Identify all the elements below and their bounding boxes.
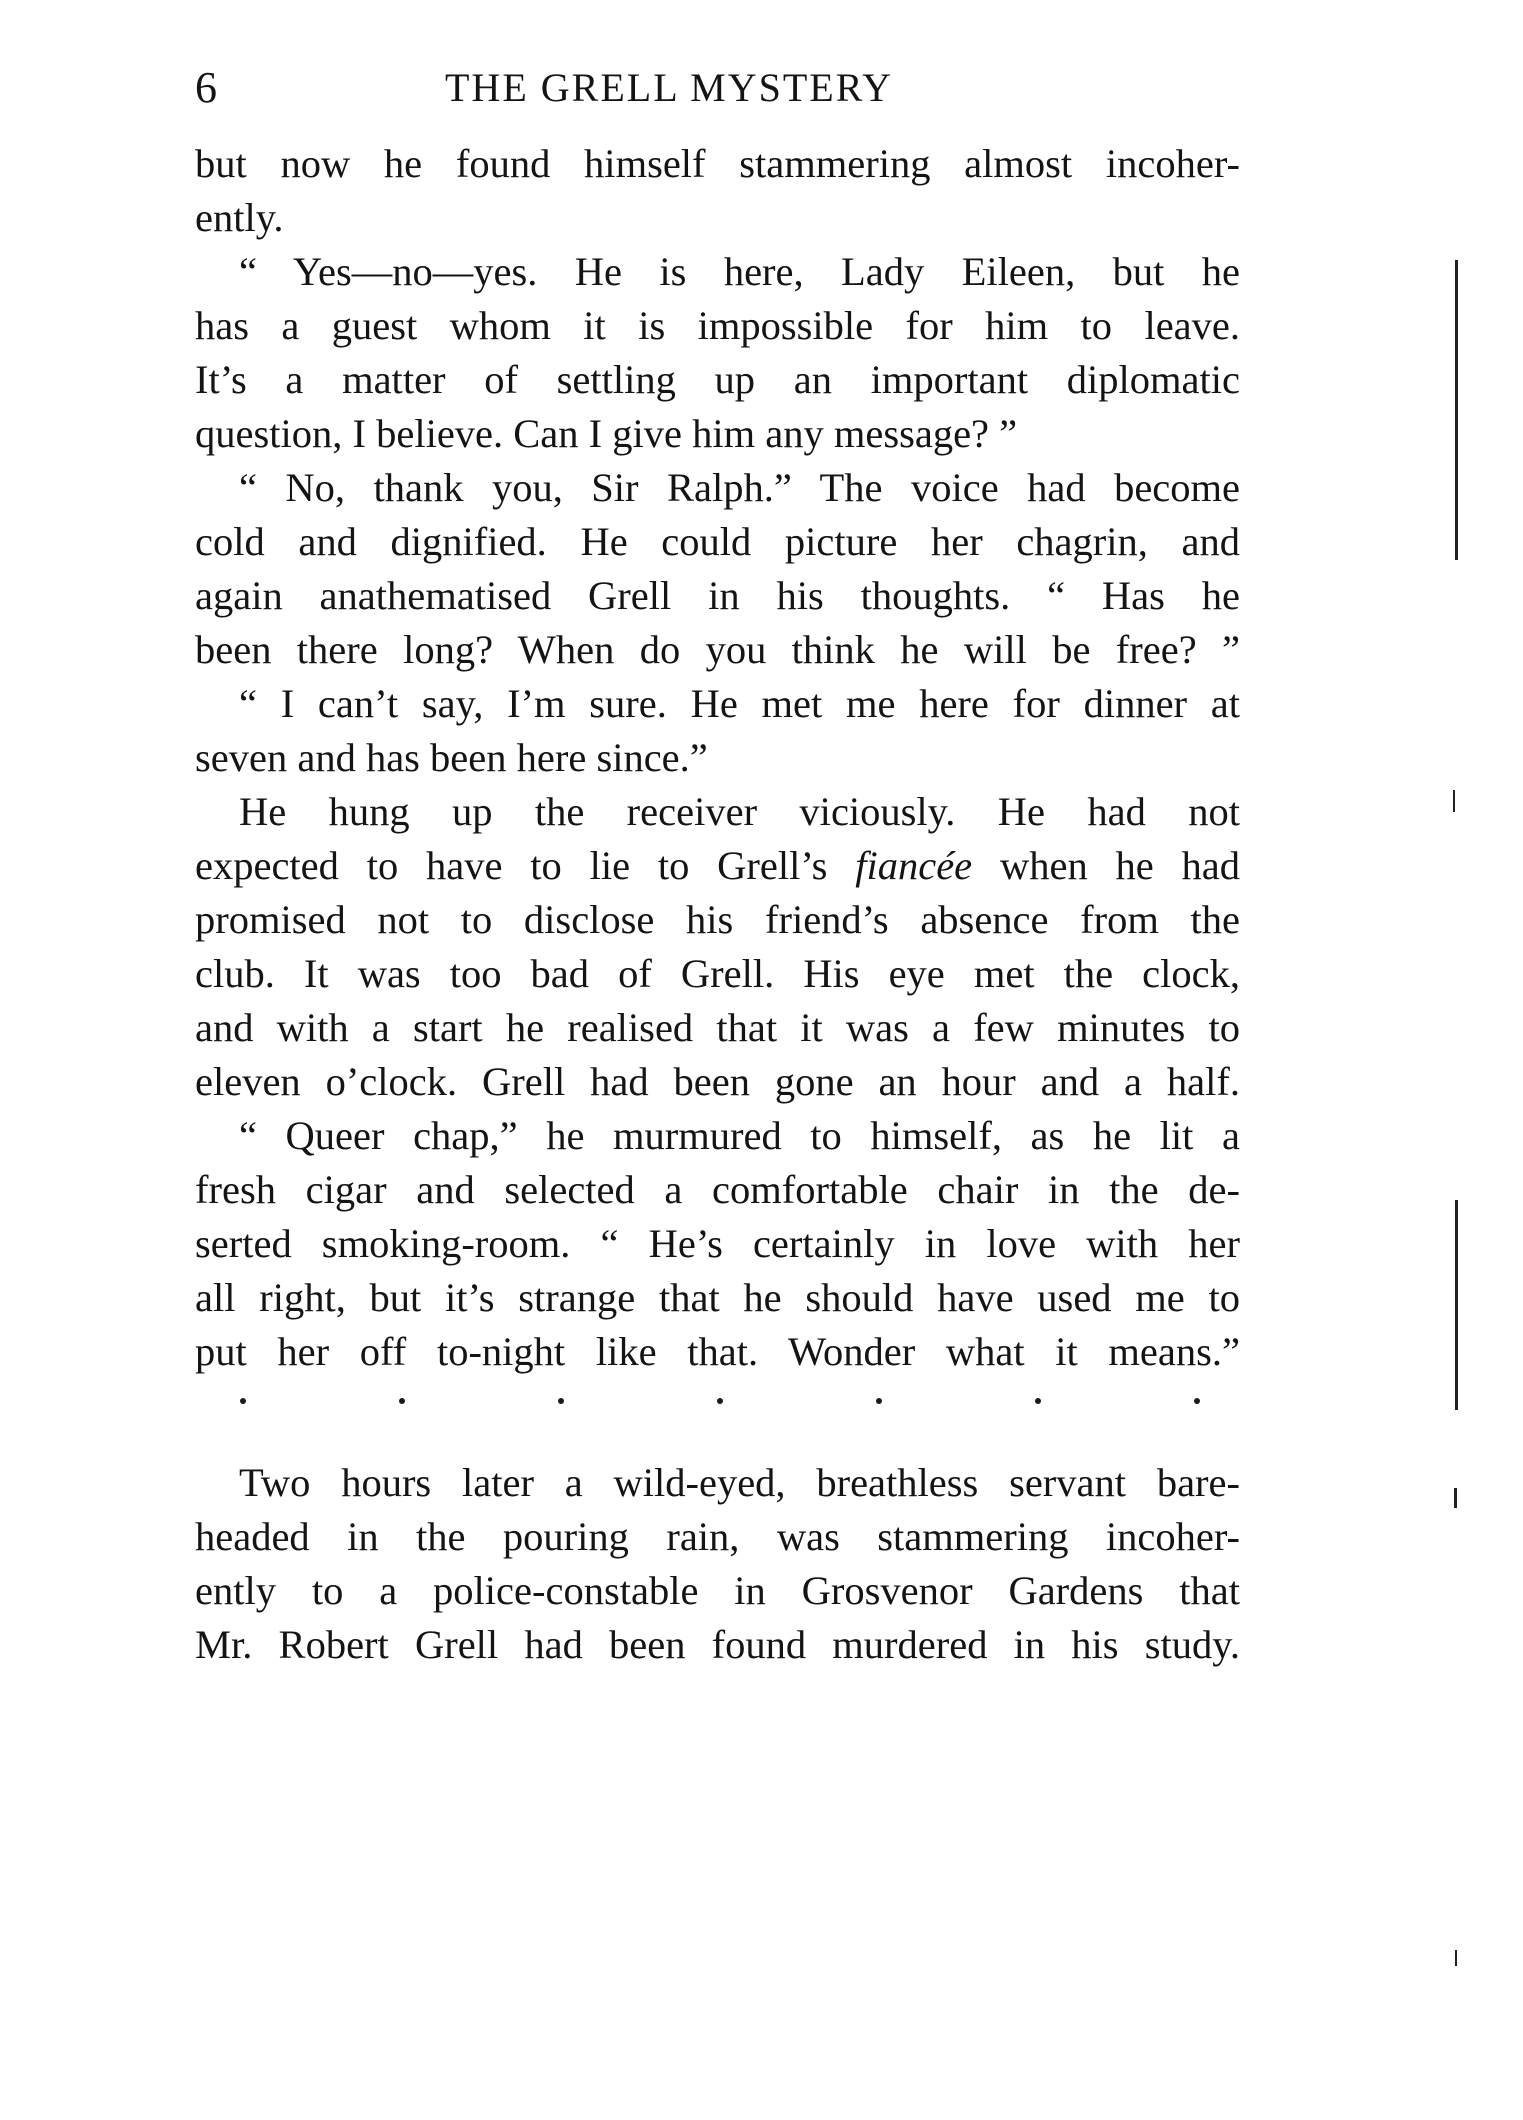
body-text (195, 137, 1240, 1379)
text-line: been there long? When do you think he will be free? ” (195, 627, 1240, 672)
italic-word: fiancée (855, 843, 973, 888)
scan-artifact (1454, 1488, 1457, 1508)
break-dot (717, 1398, 723, 1404)
break-dot (558, 1398, 564, 1404)
text-line: seven and has been here since.” (195, 735, 708, 780)
text-fragment: expected to have to lie to Grell’s (195, 843, 828, 888)
section-break (240, 1398, 1200, 1418)
scan-artifact (1455, 1950, 1457, 1966)
text-line: “ Queer chap,” he murmured to himself, as he lit a (239, 1113, 1240, 1158)
text-line: again anathematised Grell in his thoughts. “ Has he (195, 573, 1240, 618)
page-header (195, 58, 1235, 118)
page-number: 6 (195, 63, 217, 112)
text-line: eleven o’clock. Grell had been gone an hour and a half. (195, 1059, 1240, 1104)
text-line (195, 839, 1240, 893)
text-line: and with a start he realised that it was a few minutes to (195, 1005, 1240, 1050)
text-line: headed in the pouring rain, was stammering incoher- (195, 1514, 1240, 1559)
text-line: but now he found himself stammering almost incoher- (195, 141, 1240, 186)
text-line: cold and dignified. He could picture her chagrin, and (195, 519, 1240, 564)
text-line: fresh cigar and selected a comfortable chair in the de- (195, 1167, 1240, 1212)
break-dot (240, 1398, 246, 1404)
text-line: question, I believe. Can I give him any message? ” (195, 411, 1018, 456)
break-dot (876, 1398, 882, 1404)
break-dot (1194, 1398, 1200, 1404)
text-line: “ I can’t say, I’m sure. He met me here for dinner at (239, 681, 1240, 726)
text-line: “ Yes—no—yes. He is here, Lady Eileen, but he (239, 249, 1240, 294)
scan-artifact (1455, 260, 1458, 560)
running-head: THE GRELL MYSTERY (445, 65, 894, 110)
scan-artifact (1453, 790, 1455, 812)
text-line: He hung up the receiver viciously. He had not (239, 789, 1240, 834)
scan-artifact (1455, 1200, 1458, 1410)
text-line: serted smoking-room. “ He’s certainly in love with her (195, 1221, 1240, 1266)
text-line: club. It was too bad of Grell. His eye met the clock, (195, 951, 1240, 996)
break-dot (399, 1398, 405, 1404)
text-line: Two hours later a wild-eyed, breathless servant bare- (239, 1460, 1240, 1505)
text-line: ently. (195, 195, 284, 240)
text-line: Mr. Robert Grell had been found murdered in his study. (195, 1622, 1240, 1667)
text-line: all right, but it’s strange that he should have used me to (195, 1275, 1240, 1320)
text-line: put her off to-night like that. Wonder what it means.” (195, 1329, 1240, 1374)
body-text-after-break (195, 1456, 1240, 1672)
text-line: ently to a police-constable in Grosvenor Gardens that (195, 1568, 1240, 1613)
text-line: has a guest whom it is impossible for him to leave. (195, 303, 1240, 348)
text-line: “ No, thank you, Sir Ralph.” The voice had become (239, 465, 1240, 510)
break-dot (1035, 1398, 1041, 1404)
text-line: promised not to disclose his friend’s absence from the (195, 897, 1240, 942)
text-fragment: when he had (999, 843, 1241, 888)
text-line: It’s a matter of settling up an important diplomatic (195, 357, 1240, 402)
